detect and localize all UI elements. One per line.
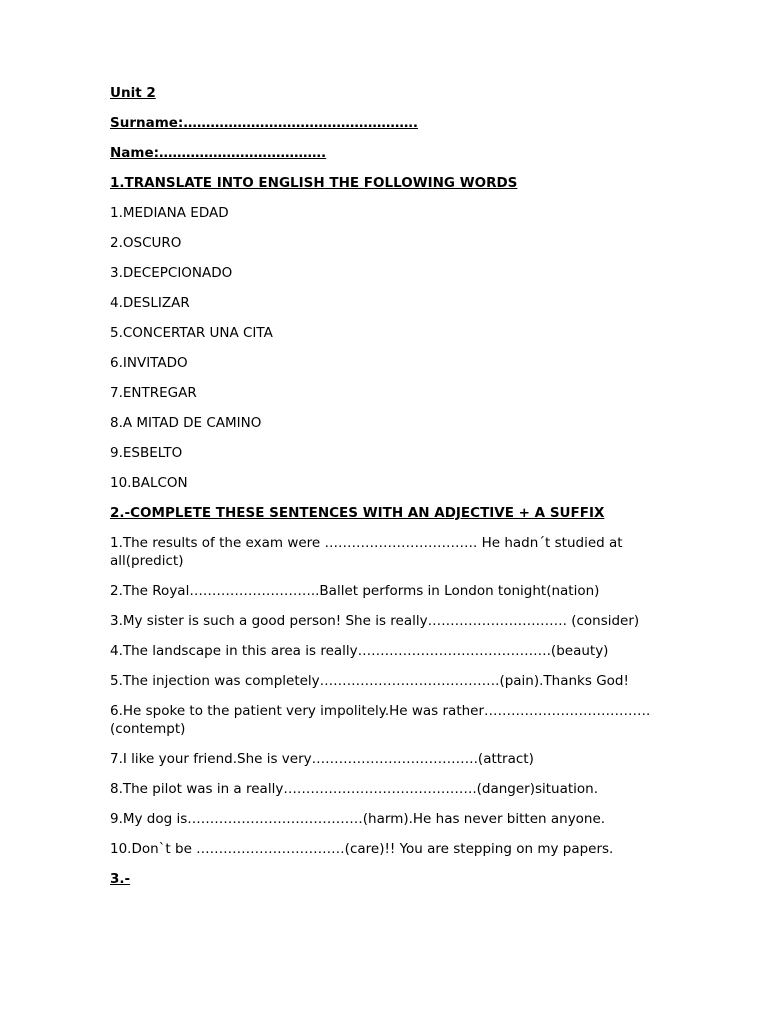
word-item-2: 2.OSCURO xyxy=(110,235,182,251)
surname-field: Surname:……………………………………………. xyxy=(110,115,418,131)
word-item-8: 8.A MITAD DE CAMINO xyxy=(110,415,262,431)
sentence-2: 2.The Royal………………………..Ballet performs in London tonight(nation) xyxy=(110,583,600,599)
section-2-title: 2.-COMPLETE THESE SENTENCES WITH AN ADJECTIVE + A SUFFIX xyxy=(110,505,605,521)
sentence-6: 6.He spoke to the patient very impolitely.He was rather……………………………….(contempt) xyxy=(110,703,651,737)
word-item-3: 3.DECEPCIONADO xyxy=(110,265,233,281)
sentence-5: 5.The injection was completely………………………………….(pain).Thanks God! xyxy=(110,673,629,689)
sentence-1: 1.The results of the exam were ……………………………. He hadn´t studied at all(predict) xyxy=(110,535,623,569)
sentence-9: 9.My dog is…………………………………(harm).He has never bitten anyone. xyxy=(110,811,606,827)
unit-title: Unit 2 xyxy=(110,85,156,101)
sentence-8: 8.The pilot was in a really…………………………………….(danger)situation. xyxy=(110,781,599,797)
word-item-6: 6.INVITADO xyxy=(110,355,188,371)
name-field: Name:………………………………. xyxy=(110,145,327,161)
sentence-4: 4.The landscape in this area is really…………………………………….(beauty) xyxy=(110,643,609,659)
worksheet-page xyxy=(110,84,670,900)
word-item-5: 5.CONCERTAR UNA CITA xyxy=(110,325,273,341)
sentence-10: 10.Don`t be ……………………………(care)!! You are stepping on my papers. xyxy=(110,841,614,857)
word-item-10: 10.BALCON xyxy=(110,475,188,491)
word-item-9: 9.ESBELTO xyxy=(110,445,183,461)
sentence-list xyxy=(110,534,670,858)
word-list xyxy=(110,204,670,492)
word-item-4: 4.DESLIZAR xyxy=(110,295,190,311)
sentence-3: 3.My sister is such a good person! She is really…………………………. (consider) xyxy=(110,613,640,629)
sentence-7: 7.I like your friend.She is very……………………………….(attract) xyxy=(110,751,534,767)
section-1-title: 1.TRANSLATE INTO ENGLISH THE FOLLOWING WORDS xyxy=(110,175,518,191)
section-3-title: 3.- xyxy=(110,871,131,887)
word-item-1: 1.MEDIANA EDAD xyxy=(110,205,229,221)
word-item-7: 7.ENTREGAR xyxy=(110,385,197,401)
